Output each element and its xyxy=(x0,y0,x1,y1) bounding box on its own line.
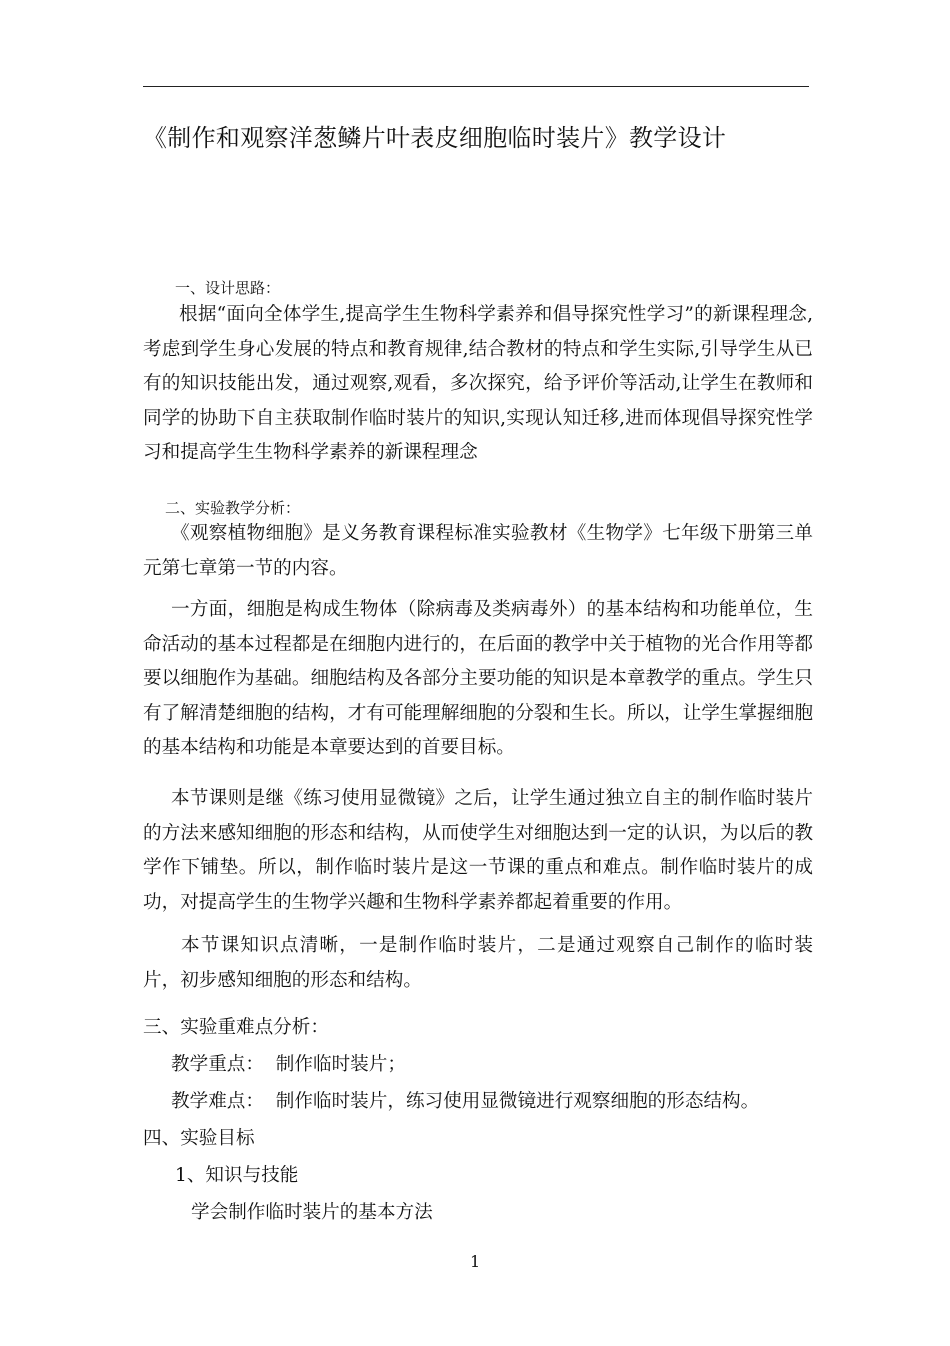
key-point-line: 教学重点： 制作临时装片； xyxy=(171,1054,406,1075)
page-number: 1 xyxy=(470,1252,481,1271)
section-1-heading: 一、设计思路： xyxy=(175,279,281,297)
document-title: 《制作和观察洋葱鳞片叶表皮细胞临时装片》教学设计 xyxy=(143,124,727,152)
section-1-paragraph: 根据“面向全体学生,提高学生生物科学素养和倡导探究性学习”的新课程理念,考虑到学生身心发展的特点和教育规律,结合教材的特点和学生实际,引导学生从已有的知识技能出发，通过观察,观看，多次探究，给予评价等活动,让学生在教师和同学的协助下自主获取制作临时装片的知识,实现认知迁移,进而体现倡导探究性学习和提高学生生物科学素养的新课程理念 xyxy=(143,304,813,463)
difficulty-line: 教学难点： 制作临时装片，练习使用显微镜进行观察细胞的形态结构。 xyxy=(171,1091,760,1112)
section-2-paragraph-2: 一方面，细胞是构成生物体（除病毒及类病毒外）的基本结构和功能单位，生命活动的基本过程都是在细胞内进行的，在后面的教学中关于植物的光合作用等都要以细胞作为基础。细胞结构及各部分主要功能的知识是本章教学的重点。学生只有了解清楚细胞的结构，才有可能理解细胞的分裂和生长。所以，让学生掌握细胞的基本结构和功能是本章要达到的首要目标。 xyxy=(143,599,813,758)
section-2-paragraph-3: 本节课则是继《练习使用显微镜》之后，让学生通过独立自主的制作临时装片的方法来感知细胞的形态和结构，从而使学生对细胞达到一定的认识，为以后的教学作下铺垫。所以，制作临时装片是这一节课的重点和难点。制作临时装片的成功，对提高学生的生物学兴趣和生物科学素养都起着重要的作用。 xyxy=(143,788,813,913)
section-4-subheading: 1、知识与技能 xyxy=(175,1165,299,1186)
header-rule xyxy=(143,86,809,87)
section-2-heading: 二、实验教学分析： xyxy=(165,499,301,517)
section-4-item: 学会制作临时装片的基本方法 xyxy=(191,1202,433,1223)
section-2-paragraph-4: 本节课知识点清晰，一是制作临时装片，二是通过观察自己制作的临时装片，初步感知细胞的形态和结构。 xyxy=(143,935,813,991)
section-3-heading: 三、实验重难点分析： xyxy=(143,1017,329,1038)
section-2-paragraph-1: 《观察植物细胞》是义务教育课程标准实验教材《生物学》七年级下册第三单元第七章第一节的内容。 xyxy=(143,523,813,579)
section-4-heading: 四、实验目标 xyxy=(143,1128,255,1149)
